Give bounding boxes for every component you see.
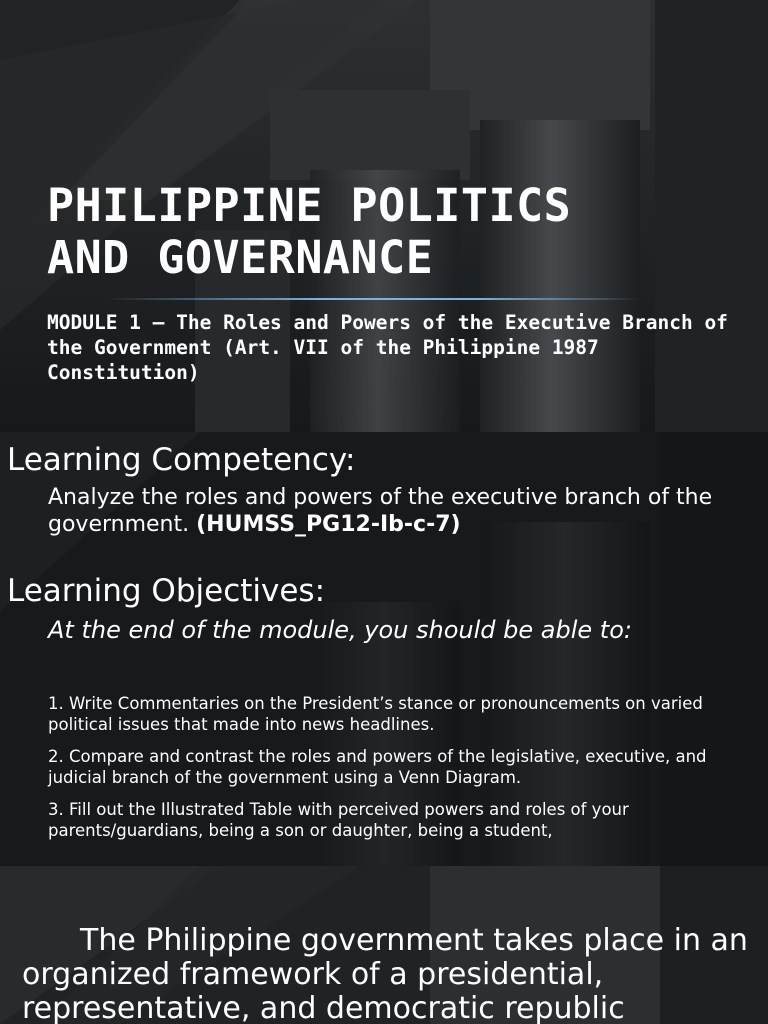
objectives-intro: At the end of the module, you should be able to:: [48, 616, 632, 644]
competency-text: [48, 484, 748, 538]
competency-code: (HUMSS_PG12-Ib-c-7): [196, 512, 461, 537]
title-slide: [0, 0, 768, 432]
list-item: 2. Compare and contrast the roles and powers of the legislative, executive, and judicial branch of the government using a Venn Diagram.: [48, 747, 707, 787]
intro-slide: [0, 866, 768, 1024]
module-subtitle: MODULE 1 – The Roles and Powers of the Executive Branch of the Government (Art. VII of the Philippine 1987 Constitution): [47, 311, 728, 384]
page-title: PHILIPPINE POLITICS AND GOVERNANCE: [47, 179, 572, 284]
list-item: 3. Fill out the Illustrated Table with perceived powers and roles of your parents/guardians, being a son or daughter, being a student,: [48, 800, 629, 840]
objectives-slide: [0, 432, 768, 866]
competency-description: Analyze the roles and powers of the executive branch of the government.: [48, 485, 713, 537]
intro-paragraph: The Philippine government takes place in an organized framework of a presidential, representative, and democratic republic: [22, 923, 748, 1024]
objectives-list: [48, 694, 738, 853]
objectives-heading: Learning Objectives:: [7, 573, 326, 609]
list-item: 1. Write Commentaries on the President’s stance or pronouncements on varied political issues that made into news headlines.: [48, 694, 703, 734]
title-divider: [105, 298, 640, 300]
competency-heading: Learning Competency:: [7, 442, 356, 478]
